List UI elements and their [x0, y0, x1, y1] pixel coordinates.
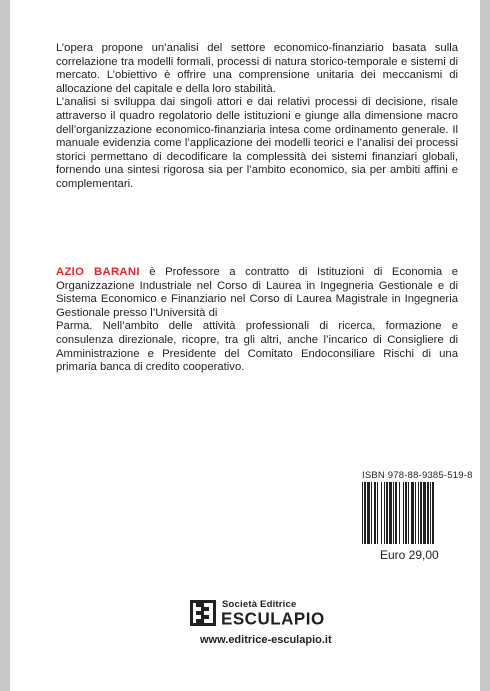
- barcode-bar: [408, 482, 409, 544]
- author-bio-text-1: è Professore a contratto di Istituzioni di Economia e Organizzazione Industriale nel Corso di Laurea in Ingegneria Gestionale e di Sistema Economico e Finanziario nel Corso di Laurea Magistrale in Ingegneria Gestionale presso l’Università di: [56, 266, 458, 319]
- isbn-label: ISBN 978-88-9385-519-8: [362, 470, 473, 481]
- barcode: [362, 482, 457, 544]
- author-bio: [56, 266, 458, 375]
- price: Euro 29,00: [380, 548, 439, 562]
- barcode-bar: [420, 482, 422, 544]
- barcode-bar: [415, 482, 416, 544]
- barcode-bar: [393, 482, 394, 544]
- publisher-name: ESCULAPIO: [221, 609, 325, 629]
- barcode-bar: [371, 482, 372, 544]
- publisher-top-label: Società Editrice: [222, 599, 297, 610]
- barcode-bar: [430, 482, 431, 544]
- barcode-bar: [374, 482, 376, 544]
- barcode-bar: [411, 482, 414, 544]
- barcode-bar: [362, 482, 363, 544]
- back-cover: [10, 0, 480, 691]
- blurb-paragraph-1: L’opera propone un’analisi del settore economico-finanziario basata sulla correlazione tra modelli formali, processi di natura storico-temporale e sistemi di mercato. L’obiettivo è offrire una comprensione unitaria dei meccanismi di allocazione del capitale e della loro stabilità.: [56, 42, 458, 95]
- barcode-bar: [367, 482, 370, 544]
- barcode-bar: [405, 482, 407, 544]
- barcode-bar: [377, 482, 378, 544]
- barcode-bar: [395, 482, 397, 544]
- barcode-bar: [399, 482, 400, 544]
- barcode-bar: [427, 482, 429, 544]
- barcode-bar: [381, 482, 382, 544]
- author-bio-paragraph-1: [56, 266, 458, 320]
- author-name: AZIO BARANI: [56, 266, 140, 278]
- barcode-bar: [418, 482, 419, 544]
- barcode-bar: [386, 482, 388, 544]
- publisher-logo-icon: [190, 600, 216, 626]
- barcode-bar: [364, 482, 366, 544]
- publisher-logo: [190, 599, 325, 629]
- barcode-bar: [423, 482, 426, 544]
- blurb: [56, 42, 458, 192]
- barcode-bar: [389, 482, 392, 544]
- barcode-bar: [403, 482, 404, 544]
- barcode-bar: [384, 482, 385, 544]
- publisher-website: www.editrice-esculapio.it: [200, 634, 332, 646]
- author-bio-text-2: Parma. Nell’ambito delle attività professionali di ricerca, formazione e consulenza direzionale, ricopre, tra gli altri, anche l’incarico di Consigliere di Amministrazione e Presidente del Comitato Endoconsiliare Rischi di una primaria banca di credito cooperativo.: [56, 320, 458, 374]
- blurb-paragraph-2: L’analisi si sviluppa dai singoli attori e dai relativi processi di decisione, risale attraverso il quadro regolatorio delle istituzioni e giunge alla dimensione macro dell’organizzazione economico-finanziaria intesa come ordinamento generale. Il manuale evidenzia come l’applicazione dei modelli teorici e l’analisi dei processi storici permettano di decodificare la complessità dei sistemi finanziari globali, fornendo una sintesi rigorosa sia per l’ambito economico, sia per ambiti affini e complementari.: [56, 96, 458, 190]
- barcode-bar: [432, 482, 434, 544]
